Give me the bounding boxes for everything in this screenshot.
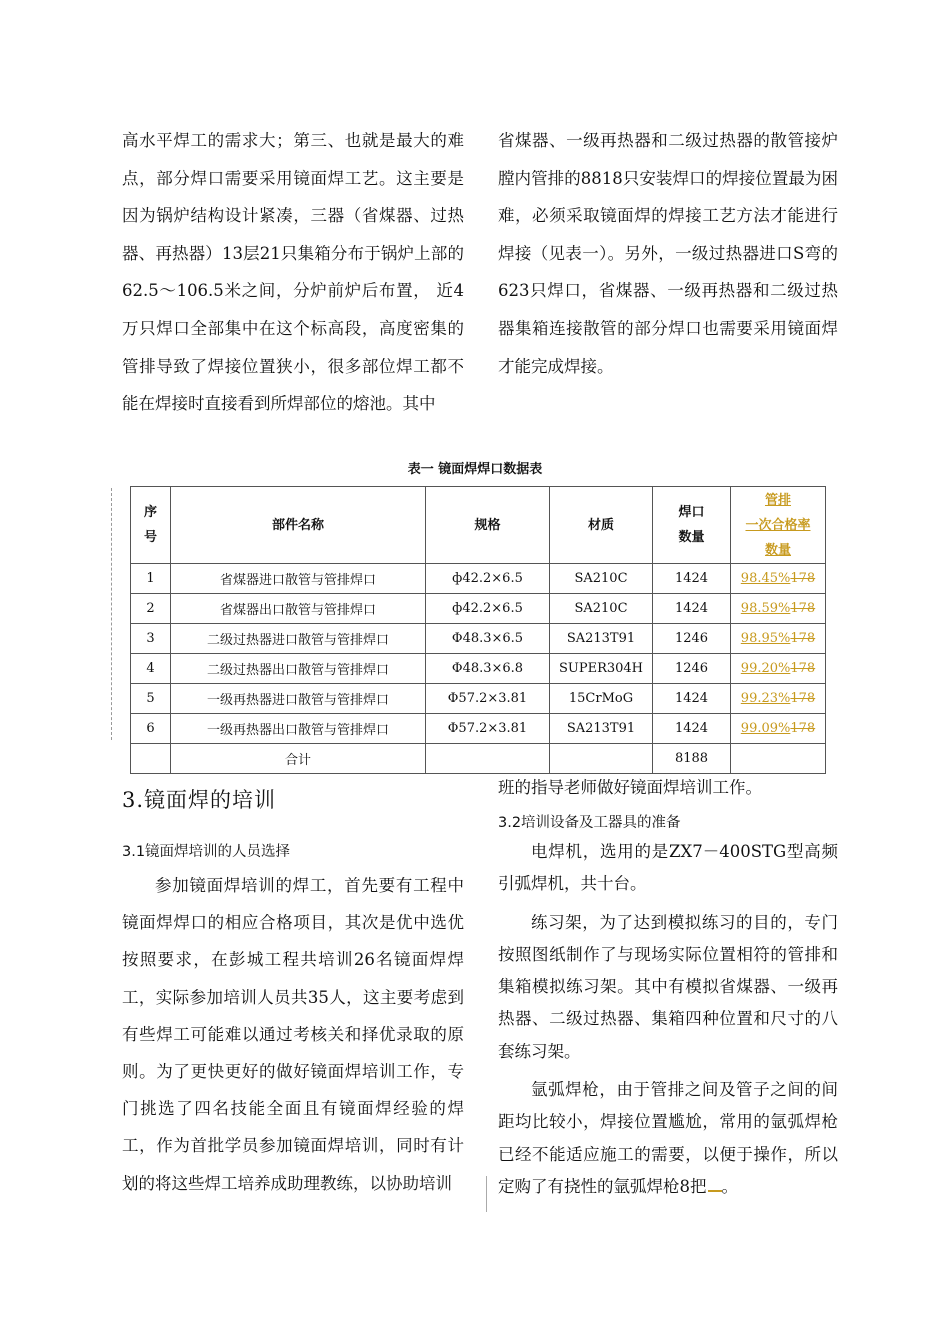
- header-spec: 规格: [426, 487, 550, 564]
- section-3-1-paragraph: [122, 867, 464, 1202]
- pass-rate: [731, 564, 826, 594]
- total-count: 8188: [653, 744, 731, 774]
- material: SA213T91: [550, 714, 653, 744]
- component-name: 二级过热器出口散管与管排焊口: [171, 654, 426, 684]
- table-row: [131, 654, 826, 684]
- spec: Φ57.2×3.81: [426, 684, 550, 714]
- section-3-2-body: [498, 836, 838, 1209]
- pass-rate: [731, 654, 826, 684]
- material: 15CrMoG: [550, 684, 653, 714]
- section-3-2-text: 氩弧焊枪，由于管排之间及管子之间的间距均比较小，焊接位置尴尬，常用的氩弧焊枪已经不能适应施工的需要，以便于操作，所以定购了有挠性的氩弧焊枪8把: [498, 1080, 838, 1196]
- deleted-value: 178: [790, 571, 816, 586]
- weld-count: 1424: [653, 564, 731, 594]
- deleted-value: 178: [790, 601, 816, 616]
- component-name: 一级再热器出口散管与管排焊口: [171, 714, 426, 744]
- deleted-value: 178: [790, 721, 816, 736]
- header-count: 焊口 数量: [653, 487, 731, 564]
- section-3-1-title: 3.1镜面焊培训的人员选择: [122, 844, 291, 860]
- header-no: 序 号: [131, 487, 171, 564]
- table-total-row: [131, 744, 826, 774]
- spec: Φ48.3×6.8: [426, 654, 550, 684]
- header-name: 部件名称: [171, 487, 426, 564]
- row-no: 4: [131, 654, 171, 684]
- row-no: 3: [131, 624, 171, 654]
- section-3-title: 3.镜面焊的培训: [122, 788, 277, 812]
- table-row: [131, 624, 826, 654]
- spec: ф42.2×6.5: [426, 564, 550, 594]
- table-cell: [131, 744, 171, 774]
- table-header-row: [131, 487, 826, 564]
- table-row: [131, 594, 826, 624]
- pass-rate: [731, 624, 826, 654]
- pass-rate-value: 99.23%: [740, 691, 791, 706]
- right-continued-line: 班的指导老师做好镜面焊培训工作。: [498, 778, 762, 797]
- section-3-2-paragraph: 电焊机，选用的是ZX7－400STG型高频引弧焊机，共十台。: [498, 842, 838, 894]
- component-name: 一级再热器进口散管与管排焊口: [171, 684, 426, 714]
- total-label: 合计: [171, 744, 426, 774]
- weld-data-table: [130, 486, 825, 774]
- weld-count: 1424: [653, 594, 731, 624]
- deleted-value: 178: [790, 631, 816, 646]
- deleted-value: 178: [790, 661, 816, 676]
- material: SA213T91: [550, 624, 653, 654]
- material: SA210C: [550, 564, 653, 594]
- table-cell: [550, 744, 653, 774]
- weld-count: 1246: [653, 624, 731, 654]
- material: SA210C: [550, 594, 653, 624]
- section-3-2-title: 3.2培训设备及工器具的准备: [498, 815, 681, 831]
- pass-rate-value: 99.20%: [740, 661, 791, 676]
- paragraph-end: 。: [721, 1176, 738, 1196]
- header-rate: 管排 一次合格率 数量: [731, 487, 826, 564]
- pass-rate: [731, 684, 826, 714]
- table-cell: [426, 744, 550, 774]
- pass-rate: [731, 714, 826, 744]
- top-left-text: 高水平焊工的需求大；第三、也就是最大的难点，部分焊口需要采用镜面焊工艺。这主要是因为锅炉结构设计紧凑，三器（省煤器、过热器、再热器）13层21只集箱分布于锅炉上部的62.5～106.5米之间，分炉前炉后布置， 近4万只焊口全部集中在这个标高段，高度密集的管排导致了焊接位置狭小，很多部位焊工都不能在焊接时直接看到所焊部位的熔池。其中: [122, 131, 464, 414]
- top-left-paragraph: [122, 122, 464, 423]
- spec: Φ57.2×3.81: [426, 714, 550, 744]
- row-no: 5: [131, 684, 171, 714]
- pass-rate-value: 98.59%: [740, 601, 791, 616]
- pass-rate: [731, 594, 826, 624]
- pass-rate-value: 99.09%: [740, 721, 791, 736]
- change-bar: [111, 488, 112, 740]
- header-material: 材质: [550, 487, 653, 564]
- component-name: 省煤器进口散管与管排焊口: [171, 564, 426, 594]
- weld-count: 1424: [653, 714, 731, 744]
- track-change-mark: [708, 1180, 722, 1192]
- row-no: 2: [131, 594, 171, 624]
- table-caption: 表一 镜面焊焊口数据表: [407, 462, 543, 477]
- table-row: [131, 714, 826, 744]
- pass-rate-value: 98.95%: [740, 631, 791, 646]
- pass-rate-value: 98.45%: [740, 571, 791, 586]
- deleted-value: 178: [790, 691, 816, 706]
- component-name: 省煤器出口散管与管排焊口: [171, 594, 426, 624]
- material: SUPER304H: [550, 654, 653, 684]
- row-no: 1: [131, 564, 171, 594]
- table-row: [131, 684, 826, 714]
- weld-count: 1246: [653, 654, 731, 684]
- spec: ф42.2×6.5: [426, 594, 550, 624]
- table-row: [131, 564, 826, 594]
- section-3-2-last-paragraph: [498, 1074, 838, 1203]
- top-right-paragraph: [498, 122, 838, 385]
- row-no: 6: [131, 714, 171, 744]
- section-3-2-paragraph: 练习架，为了达到模拟练习的目的，专门按照图纸制作了与现场实际位置相符的管排和集箱模拟练习架。其中有模拟省煤器、一级再热器、二级过热器、集箱四种位置和尺寸的八套练习架。: [498, 912, 838, 1061]
- weld-count: 1424: [653, 684, 731, 714]
- margin-line: [486, 1176, 487, 1212]
- spec: Φ48.3×6.5: [426, 624, 550, 654]
- table-cell: [731, 744, 826, 774]
- section-3-1-text: 参加镜面焊培训的焊工，首先要有工程中镜面焊焊口的相应合格项目，其次是优中选优按照要求，在彭城工程共培训26名镜面焊焊工，实际参加培训人员共35人，这主要考虑到有些焊工可能难以通过考核关和择优录取的原则。为了更快更好的做好镜面焊培训工作，专门挑选了四名技能全面且有镜面焊经验的焊工，作为首批学员参加镜面焊培训，同时有计划的将这些焊工培养成助理教练，以协助培训: [122, 876, 464, 1193]
- component-name: 二级过热器进口散管与管排焊口: [171, 624, 426, 654]
- top-right-text: 省煤器、一级再热器和二级过热器的散管接炉膛内管排的8818只安装焊口的焊接位置最为困难，必须采取镜面焊的焊接工艺方法才能进行焊接（见表一）。另外，一级过热器进口S弯的623只焊口，省煤器、一级再热器和二级过热器集箱连接散管的部分焊口也需要采用镜面焊才能完成焊接。: [498, 131, 838, 376]
